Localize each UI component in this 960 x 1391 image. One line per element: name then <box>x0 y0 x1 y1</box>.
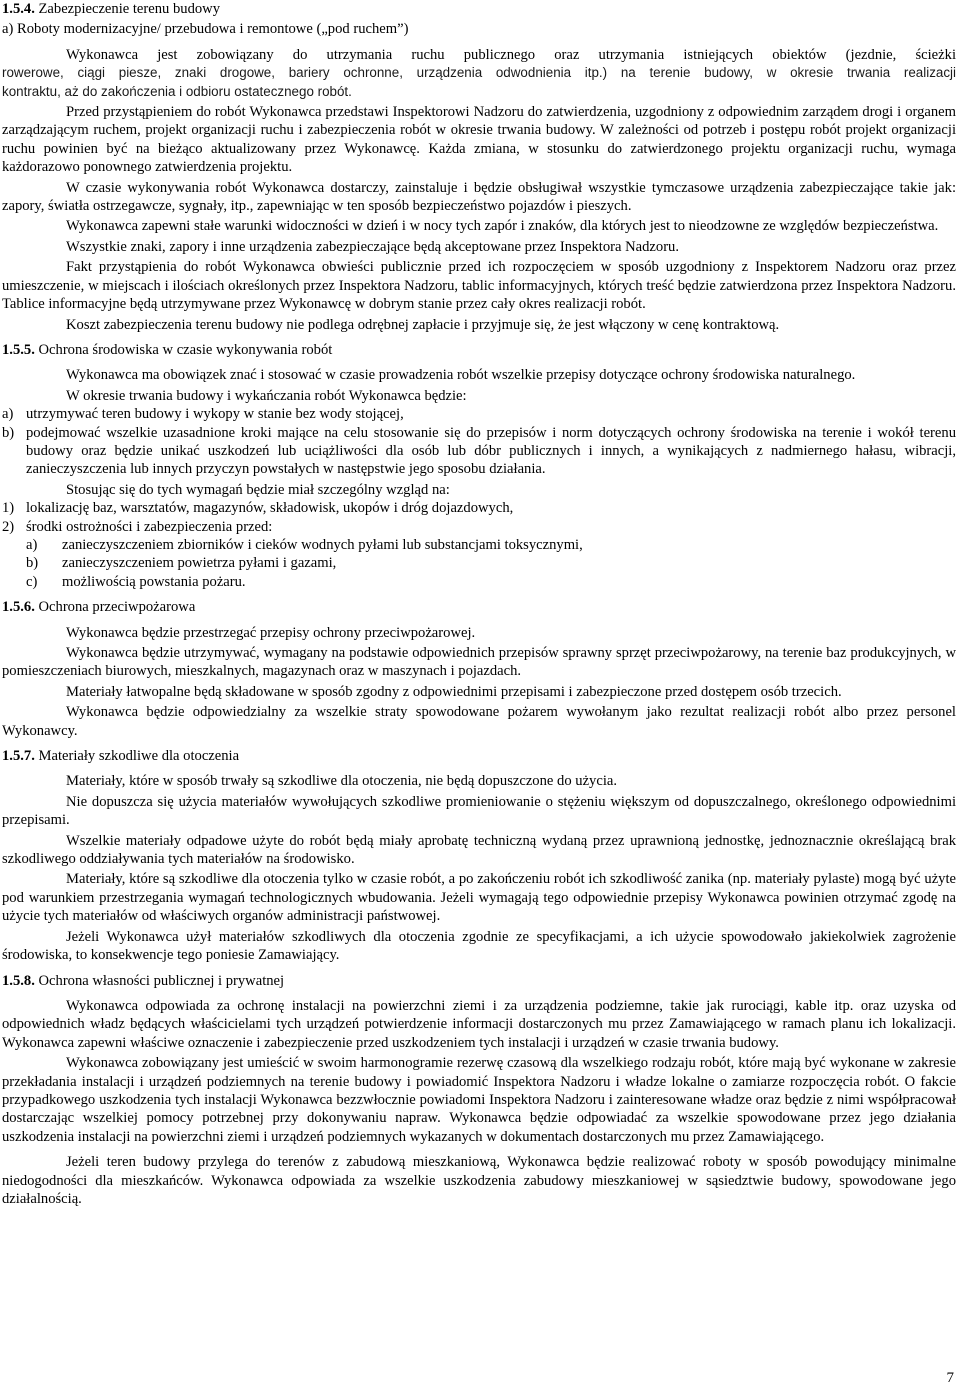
section-number: 1.5.4. <box>2 1 35 17</box>
paragraph-line <box>2 83 956 101</box>
paragraph: Wykonawca ma obowiązek znać i stosować w czasie prowadzenia robót wszelkie przepisy dotyczące ochrony środowiska naturalnego. <box>66 367 856 384</box>
list-marker: c) <box>26 573 38 590</box>
list-item-text: zanieczyszczeniem zbiorników i cieków wodnych pyłami lub substancjami toksycznymi, <box>62 536 583 553</box>
list-item-text: środki ostrożności i zabezpieczenia przed: <box>26 518 273 535</box>
paragraph: Wykonawca zobowiązany jest umieścić w swoim harmonogramie rezerwę czasową dla wszelkiego rodzaju robót, które mają być wykonane w zakresie przekładania instalacji i urządzeń podziemnych na terenie budowy i powiadomić Inspektora Nadzoru i władze lokalne o zamiarze rozpoczęcia robót. O fakcie przypadkowego uszkodzenia tych instalacji Wykonawca bezzwłocznie powiadomi Inspektora Nadzoru i zainteresowane władze oraz będzie z nimi współpracował dostarczając wszelkiej pomocy potrzebnej przy dokonywaniu napraw. Wykonawca będzie odpowiadać za wszelkie spowodowane przez jego działania uszkodzenia instalacji na powierzchni ziemi i urządzeń podziemnych wykazanych w dokumentach dostarczonych mu przez Zamawiającego. <box>2 1055 956 1145</box>
paragraph: Wszystkie znaki, zapory i inne urządzenia zabezpieczające będą akceptowane przez Inspektora Nadzoru. <box>66 238 680 255</box>
paragraph: Wykonawca zapewni stałe warunki widoczności w dzień i w nocy tych zapór i znaków, dla których jest to nieodzowne ze względów bezpieczeństwa. <box>66 218 939 235</box>
section-title: Ochrona własności publicznej i prywatnej <box>38 972 285 989</box>
section-heading-1-5-5 <box>2 341 956 359</box>
list-item <box>2 405 956 423</box>
paragraph: W okresie trwania budowy i wykańczania robót Wykonawca będzie: <box>66 387 467 404</box>
list-item-text: lokalizację baz, warsztatów, magazynów, składowisk, ukopów i dróg dojazdowych, <box>26 500 514 517</box>
section-heading-1-5-7 <box>2 747 956 765</box>
section-title: Ochrona przeciwpożarowa <box>38 599 196 616</box>
paragraph: Wykonawca jest zobowiązany do utrzymania ruchu publicznego oraz utrzymania istniejących obiektów (jezdnie, ścieżki <box>66 46 956 63</box>
section-heading-1-5-6 <box>2 598 956 616</box>
section-heading-1-5-4 <box>2 0 956 18</box>
paragraph: Przed przystąpieniem do robót Wykonawca przedstawi Inspektorowi Nadzoru do zatwierdzenia, uzgodniony z odpowiednim zarządem drogi i organem zarządzającym ruchem, projekt organizacji ruchu i zabezpieczenia robót w okresie trwania budowy. W zależności od potrzeb i postępu robót projekt organizacji ruchu powinien być na bieżąco aktualizowany przez Wykonawcę. Każda zmiana, w stosunku do zatwierdzonego projektu organizacji ruchu, wymaga każdorazowo ponownego zatwierdzenia projektu. <box>2 104 956 176</box>
paragraph: Wykonawca odpowiada za ochronę instalacji na powierzchni ziemi i za urządzenia podziemne, takie jak rurociągi, kable itp. oraz uzyska od odpowiednich władz będących właścicielami tych urządzeń potwierdzenie informacji dostarczonych mu przez Zamawiającego w ramach planu ich lokalizacji. Wykonawca zapewni właściwe oznaczenie i zabezpieczenie przed uszkodzeniem tych instalacji i urządzeń w czasie trwania budowy. <box>2 997 956 1051</box>
section-number: 1.5.8. <box>2 972 35 989</box>
paragraph: Nie dopuszcza się użycia materiałów wywołujących szkodliwe promieniowanie o stężeniu większym od dopuszczalnego, określonego odpowiednimi przepisami. <box>2 793 956 829</box>
list-marker: b) <box>26 555 39 572</box>
section-title: Zabezpieczenie terenu budowy <box>38 1 221 17</box>
sub-list-item <box>26 536 956 554</box>
sub-list-item <box>26 554 956 572</box>
paragraph: Materiały łatwopalne będą składowane w sposób zgodny z odpowiednimi przepisami i zabezpieczone przed dostępem osób trzecich. <box>66 683 842 700</box>
section-number: 1.5.7. <box>2 748 35 765</box>
paragraph-line <box>2 64 956 82</box>
paragraph: Koszt zabezpieczenia terenu budowy nie podlega odrębnej zapłacie i przyjmuje się, że jest włączony w cenę kontraktową. <box>66 316 780 333</box>
subheading-a: a) Roboty modernizacyjne/ przebudowa i remontowe („pod ruchem”) <box>2 21 409 38</box>
list-marker: b) <box>2 424 15 441</box>
list-item <box>2 518 956 536</box>
section-number: 1.5.5. <box>2 341 35 358</box>
list-marker: 2) <box>2 518 15 535</box>
paragraph: Jeżeli teren budowy przylega do terenów z zabudową mieszkaniową, Wykonawca będzie realizować roboty w sposób powodujący minimalne niedogodności dla mieszkańców. Wykonawca odpowiada za wszelkie uszkodzenia zabudowy mieszkaniowej w sąsiedztwie budowy, spowodowane jego działalnością. <box>2 1154 956 1207</box>
arial-text-fragment: rowerowe, ciągi piesze, znaki drogowe, bariery ochronne, urządzenia odwodnienia itp.) <box>2 65 608 81</box>
paragraph: Wszelkie materiały odpadowe użyte do robót będą miały aprobatę techniczną wydaną przez uprawnioną jednostkę, jednoznacznie określającą brak szkodliwego oddziaływania tych materiałów na środowisko. <box>2 832 956 868</box>
section-number: 1.5.6. <box>2 599 35 616</box>
arial-text-fragment: kontraktu, aż do zakończenia i odbioru ostatecznego robót. <box>2 83 352 99</box>
list-item-text: utrzymywać teren budowy i wykopy w stanie bez wody stojącej, <box>26 406 404 423</box>
sub-list-item <box>26 573 956 591</box>
list-marker: a) <box>26 536 38 553</box>
paragraph: Materiały, które są szkodliwe dla otoczenia tylko w czasie robót, a po zakończeniu robót ich szkodliwość zanika (np. materiały pylaste) mogą być użyte pod warunkiem przestrzegania wymagań technologicznych wbudowania. Jeżeli wymagają tego odpowiednie przepisy Wykonawca powinien otrzymać zgodę na użycie tych materiałów od właściwych organów administracji państwowej. <box>2 871 956 925</box>
list-item <box>2 499 956 517</box>
paragraph: Materiały, które w sposób trwały są szkodliwe dla otoczenia, nie będą dopuszczone do użycia. <box>66 773 617 790</box>
section-title: Ochrona środowiska w czasie wykonywania robót <box>38 341 333 358</box>
paragraph: Wykonawca będzie utrzymywać, wymagany na podstawie odpowiednich przepisów sprawny sprzęt przeciwpożarowy, na terenie baz produkcyjnych, w pomieszczeniach biurowych, mieszkalnych, magazynach oraz w maszynach i pojazdach. <box>2 645 956 680</box>
section-heading-1-5-8 <box>2 972 956 990</box>
list-item-text: podejmować wszelkie uzasadnione kroki mające na celu stosowanie się do przepisów i norm dotyczących ochrony środowiska na terenie i wokół terenu budowy oraz będzie unikać uszkodzeń lub uciążliwości dla osób lub dóbr publicznych i innych, a wynikających z nadmiernego hałasu, wibracji, zanieczyszczenia lub innych przyczyn powstałych w następstwie jego sposobu działania. <box>26 424 956 478</box>
arial-text-fragment: na terenie budowy, w okresie trwania realizacji <box>607 65 956 81</box>
paragraph: Wykonawca będzie odpowiedzialny za wszelkie straty spowodowane pożarem wywołanym jako rezultat realizacji robót albo przez personel Wykonawcy. <box>2 704 956 739</box>
document-page <box>2 0 956 1208</box>
section-title: Materiały szkodliwe dla otoczenia <box>38 748 240 765</box>
list-marker: 1) <box>2 500 15 517</box>
page-number: 7 <box>946 1369 954 1386</box>
list-item-text: możliwością powstania pożaru. <box>62 573 246 590</box>
paragraph: Fakt przystąpienia do robót Wykonawca obwieści publicznie przed ich rozpoczęciem w sposób uzgodniony z Inspektorem Nadzoru oraz przez umieszczenie, w miejscach i ilościach określonych przez Inspektora Nadzoru, tablic informacyjnych, których treść będzie zatwierdzona przez Inspektora Nadzoru. Tablice informacyjne będą utrzymywane przez Wykonawcę w dobrym stanie przez cały okres realizacji robót. <box>2 259 956 313</box>
paragraph: W czasie wykonywania robót Wykonawca dostarczy, zainstaluje i będzie obsługiwał wszystkie tymczasowe urządzenia zabezpieczające takie jak: zapory, światła ostrzegawcze, sygnały, itp., zapewniając w ten sposób bezpieczeństwo pojazdów i pieszych. <box>2 179 956 215</box>
paragraph: Stosując się do tych wymagań będzie miał szczególny wzgląd na: <box>66 481 450 498</box>
list-item <box>2 424 956 479</box>
paragraph: Jeżeli Wykonawca użył materiałów szkodliwych dla otoczenia zgodnie ze specyfikacjami, a ich użycie spowodowało jakiekolwiek zagrożenie środowiska, to konsekwencje tego poniesie Zamawiający. <box>2 928 956 964</box>
list-item-text: zanieczyszczeniem powietrza pyłami i gazami, <box>62 555 337 572</box>
list-marker: a) <box>2 406 14 423</box>
paragraph: Wykonawca będzie przestrzegać przepisy ochrony przeciwpożarowej. <box>66 624 476 641</box>
